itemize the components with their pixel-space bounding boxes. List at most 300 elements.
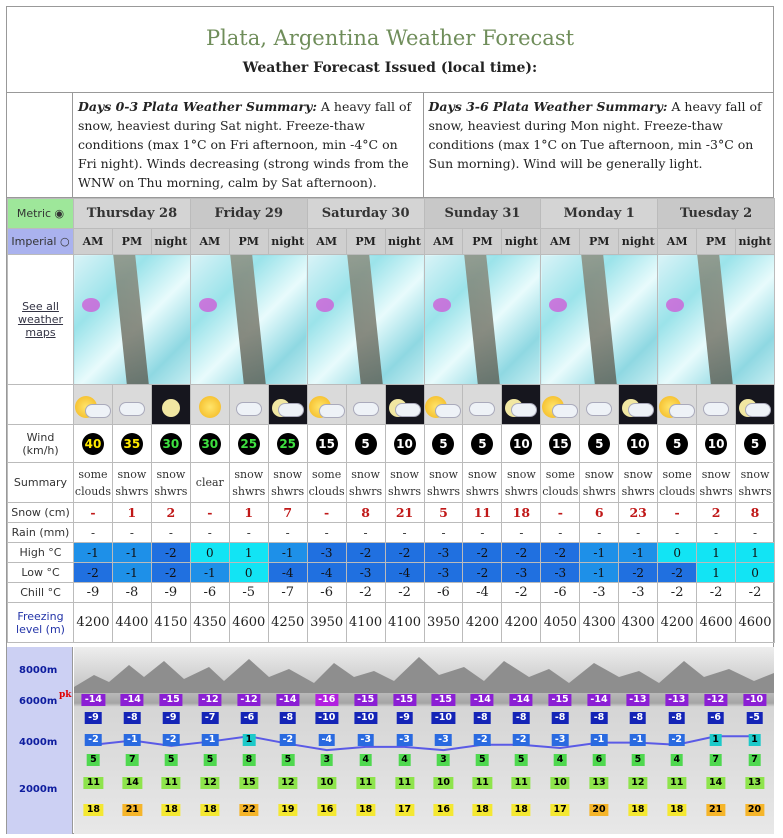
freezing-cell: 4600	[697, 603, 736, 643]
temp-alt4000: -3	[552, 734, 569, 746]
temp-alt4000: 1	[748, 734, 761, 746]
period-header: night	[619, 229, 658, 255]
wind-arrow-icon: 10	[394, 433, 416, 455]
wind-arrow-icon: 35	[121, 433, 143, 455]
period-header: PM	[697, 229, 736, 255]
temp-alt2000: 13	[745, 777, 764, 789]
low-cell: -3	[424, 563, 463, 583]
wind-arrow-icon: 15	[316, 433, 338, 455]
low-cell: -2	[74, 563, 113, 583]
pressure-blob	[666, 298, 684, 312]
temp-alt1000: 21	[706, 804, 725, 816]
snow-cell: 11	[463, 503, 502, 523]
altitude-column	[268, 647, 307, 834]
sun-cloud-icon	[307, 385, 346, 425]
temp-alt3000: 5	[204, 754, 217, 766]
snow-cell: 8	[346, 503, 385, 523]
day-header[interactable]: Tuesday 2	[658, 199, 775, 229]
altitude-column	[580, 647, 619, 834]
temp-alt5000: -8	[591, 712, 608, 724]
rain-cell: -	[268, 523, 307, 543]
snow-cell: -	[190, 503, 229, 523]
low-cell: -4	[385, 563, 424, 583]
period-header: night	[502, 229, 541, 255]
temp-alt2000: 15	[239, 777, 258, 789]
high-cell: -1	[580, 543, 619, 563]
temp-alt6000: -13	[626, 694, 649, 706]
temp-alt2000: 14	[706, 777, 725, 789]
summary-cell: some clouds	[307, 463, 346, 503]
freezing-cell: 4600	[229, 603, 268, 643]
rain-cell: -	[697, 523, 736, 543]
temp-alt4000: -3	[396, 734, 413, 746]
weather-map[interactable]	[658, 255, 775, 385]
temp-alt4000: 1	[709, 734, 722, 746]
summary-cell: snow shwrs	[229, 463, 268, 503]
wind-arrow-icon: 25	[238, 433, 260, 455]
snow-cell: 7	[268, 503, 307, 523]
temp-alt2000: 11	[84, 777, 103, 789]
wind-cell	[502, 425, 541, 463]
chill-cell: -6	[541, 583, 580, 603]
high-cell: -3	[424, 543, 463, 563]
temp-alt4000: -3	[435, 734, 452, 746]
temp-alt6000: -12	[704, 694, 727, 706]
temp-alt6000: -15	[549, 694, 572, 706]
wind-cell	[541, 425, 580, 463]
temp-alt4000: -4	[318, 734, 335, 746]
altitude-column	[541, 647, 580, 834]
altitude-column	[463, 647, 502, 834]
temp-alt1000: 21	[123, 804, 142, 816]
row-label-low: Low °C	[8, 563, 74, 583]
imperial-toggle[interactable]	[8, 229, 74, 255]
temp-alt3000: 4	[398, 754, 411, 766]
wind-cell	[619, 425, 658, 463]
altitude-grid	[74, 647, 774, 834]
wind-cell	[229, 425, 268, 463]
row-label-freezing: Freezing level (m)	[8, 603, 74, 643]
rain-cell: -	[541, 523, 580, 543]
wind-arrow-icon: 5	[432, 433, 454, 455]
low-cell: -1	[112, 563, 151, 583]
weather-map[interactable]	[74, 255, 191, 385]
icon-label	[8, 385, 74, 425]
freezing-cell: 4100	[346, 603, 385, 643]
low-cell: -3	[541, 563, 580, 583]
snow-cell: -	[307, 503, 346, 523]
temp-alt5000: -8	[552, 712, 569, 724]
low-cell: 0	[736, 563, 775, 583]
metric-label: Metric	[16, 207, 52, 220]
altitude-column	[74, 647, 113, 834]
temp-alt3000: 3	[320, 754, 333, 766]
summary-days-3-6: Days 3-6 Plata Weather Summary: A heavy fall of snow, heaviest during Mon night. Freeze-thaw conditions (max 1°C on Tue afternoon, min -3°C on Sun morning). Wind will be generally light.	[428, 99, 762, 171]
period-header: AM	[658, 229, 697, 255]
see-all-weather-maps-link[interactable]: See all weather maps	[17, 300, 64, 339]
temp-alt3000: 5	[87, 754, 100, 766]
rain-cell: -	[112, 523, 151, 543]
rain-cell: -	[190, 523, 229, 543]
high-cell: -2	[463, 543, 502, 563]
temp-alt1000: 17	[395, 804, 414, 816]
summary-cell: snow shwrs	[385, 463, 424, 503]
temp-alt3000: 5	[282, 754, 295, 766]
temp-alt5000: -10	[315, 712, 338, 724]
temp-alt3000: 4	[670, 754, 683, 766]
wind-cell	[112, 425, 151, 463]
altitude-column	[735, 647, 774, 834]
alt-label-6000: 6000m	[19, 696, 58, 707]
chill-cell: -9	[151, 583, 190, 603]
snow-cell: 5	[424, 503, 463, 523]
temp-alt3000: 3	[437, 754, 450, 766]
low-cell: 1	[697, 563, 736, 583]
moon-cloud-icon	[736, 385, 775, 425]
moon-icon	[151, 385, 190, 425]
snow-cell: 23	[619, 503, 658, 523]
period-header: PM	[229, 229, 268, 255]
pressure-blob	[316, 298, 334, 312]
chill-cell: -3	[580, 583, 619, 603]
wind-cell	[74, 425, 113, 463]
snow-cell: -	[74, 503, 113, 523]
wind-arrow-icon: 10	[627, 433, 649, 455]
freezing-cell: 3950	[424, 603, 463, 643]
chill-cell: -9	[74, 583, 113, 603]
wind-arrow-icon: 5	[355, 433, 377, 455]
day-header[interactable]: Monday 1	[541, 199, 658, 229]
chill-cell: -5	[229, 583, 268, 603]
temp-alt2000: 14	[123, 777, 142, 789]
low-cell: -2	[619, 563, 658, 583]
temp-alt1000: 18	[200, 804, 219, 816]
chill-cell: -3	[619, 583, 658, 603]
high-cell: -1	[74, 543, 113, 563]
rain-cell: -	[74, 523, 113, 543]
temp-alt4000: -2	[85, 734, 102, 746]
wind-arrow-icon: 30	[160, 433, 182, 455]
day-header[interactable]: Thursday 28	[74, 199, 191, 229]
wind-arrow-icon: 40	[82, 433, 104, 455]
snow-cell: 2	[151, 503, 190, 523]
weather-map[interactable]	[424, 255, 541, 385]
rain-cell: -	[424, 523, 463, 543]
summary-cell: some clouds	[658, 463, 697, 503]
summary-cell: some clouds	[74, 463, 113, 503]
high-cell: -1	[619, 543, 658, 563]
period-header: AM	[307, 229, 346, 255]
low-cell: -2	[151, 563, 190, 583]
temp-alt2000: 11	[162, 777, 181, 789]
freezing-cell: 4150	[151, 603, 190, 643]
temp-alt2000: 10	[434, 777, 453, 789]
freezing-cell: 4400	[112, 603, 151, 643]
cloud-snow-icon	[229, 385, 268, 425]
row-label-wind: Wind (km/h)	[8, 425, 74, 463]
altitude-column	[385, 647, 424, 834]
chill-cell: -6	[424, 583, 463, 603]
temp-alt2000: 12	[278, 777, 297, 789]
page-title: Plata, Argentina Weather Forecast	[205, 26, 575, 50]
temp-alt6000: -12	[199, 694, 222, 706]
temp-alt6000: -15	[393, 694, 416, 706]
wind-cell	[385, 425, 424, 463]
period-header: night	[385, 229, 424, 255]
temp-alt5000: -8	[280, 712, 297, 724]
wind-cell	[424, 425, 463, 463]
altitude-column	[696, 647, 735, 834]
row-label-high: High °C	[8, 543, 74, 563]
temp-alt6000: -14	[510, 694, 533, 706]
rain-cell: -	[580, 523, 619, 543]
temp-alt4000: -2	[163, 734, 180, 746]
day-header[interactable]: Saturday 30	[307, 199, 424, 229]
low-cell: 0	[229, 563, 268, 583]
chill-cell: -2	[502, 583, 541, 603]
snow-cell: 8	[736, 503, 775, 523]
temp-alt5000: -6	[241, 712, 258, 724]
sun-cloud-icon	[74, 385, 113, 425]
chill-cell: -2	[385, 583, 424, 603]
wind-cell	[463, 425, 502, 463]
wind-cell	[307, 425, 346, 463]
forecast-table	[7, 198, 775, 643]
temp-alt2000: 11	[667, 777, 686, 789]
snow-cell: 21	[385, 503, 424, 523]
temp-alt3000: 5	[165, 754, 178, 766]
weather-map[interactable]	[307, 255, 424, 385]
summary-cell: snow shwrs	[268, 463, 307, 503]
period-header: PM	[463, 229, 502, 255]
sun-cloud-icon	[541, 385, 580, 425]
high-cell: -1	[112, 543, 151, 563]
summary-cell: snow shwrs	[112, 463, 151, 503]
wind-cell	[151, 425, 190, 463]
temp-alt6000: -14	[471, 694, 494, 706]
altitude-column	[230, 647, 269, 834]
snow-cell: 2	[697, 503, 736, 523]
altitude-column	[502, 647, 541, 834]
freezing-cell: 4100	[385, 603, 424, 643]
row-label-chill: Chill °C	[8, 583, 74, 603]
day-header[interactable]: Friday 29	[190, 199, 307, 229]
day-header[interactable]: Sunday 31	[424, 199, 541, 229]
sun-cloud-icon	[424, 385, 463, 425]
high-cell: 0	[658, 543, 697, 563]
summary-row	[7, 93, 773, 198]
temp-alt1000: 16	[434, 804, 453, 816]
temp-alt6000: -14	[121, 694, 144, 706]
summary-cell: snow shwrs	[619, 463, 658, 503]
temp-alt5000: -8	[124, 712, 141, 724]
high-cell: -2	[151, 543, 190, 563]
pressure-blob	[82, 298, 100, 312]
snow-cell: -	[541, 503, 580, 523]
period-header: AM	[424, 229, 463, 255]
temp-alt4000: -1	[591, 734, 608, 746]
chill-cell: -2	[658, 583, 697, 603]
pressure-blob	[549, 298, 567, 312]
freezing-cell: 4250	[268, 603, 307, 643]
altitude-labels	[7, 647, 73, 834]
rain-cell: -	[619, 523, 658, 543]
temp-alt6000: -15	[354, 694, 377, 706]
altitude-column	[307, 647, 346, 834]
freezing-cell: 4350	[190, 603, 229, 643]
temp-alt1000: 19	[278, 804, 297, 816]
radio-unselected-icon[interactable]: ○	[59, 235, 70, 248]
period-header: AM	[541, 229, 580, 255]
rain-cell: -	[736, 523, 775, 543]
altitude-column	[618, 647, 657, 834]
forecast-frame	[6, 6, 774, 834]
altitude-column	[657, 647, 696, 834]
low-cell: -4	[307, 563, 346, 583]
cloud-snow-icon	[463, 385, 502, 425]
low-cell: -1	[580, 563, 619, 583]
altitude-column	[191, 647, 230, 834]
temp-alt5000: -8	[474, 712, 491, 724]
temp-alt2000: 12	[200, 777, 219, 789]
rain-cell: -	[346, 523, 385, 543]
weather-map[interactable]	[541, 255, 658, 385]
temp-alt4000: 1	[243, 734, 256, 746]
low-cell: -2	[463, 563, 502, 583]
temp-alt4000: -1	[124, 734, 141, 746]
wind-cell	[190, 425, 229, 463]
alt-label-4000: 4000m	[19, 737, 58, 748]
row-label-rain: Rain (mm)	[8, 523, 74, 543]
wind-arrow-icon: 30	[199, 433, 221, 455]
temp-alt3000: 6	[593, 754, 606, 766]
temp-alt4000: -3	[357, 734, 374, 746]
altitude-column	[152, 647, 191, 834]
temp-alt1000: 18	[667, 804, 686, 816]
row-label-snow: Snow (cm)	[8, 503, 74, 523]
temp-alt3000: 5	[515, 754, 528, 766]
weather-map[interactable]	[190, 255, 307, 385]
wind-cell	[658, 425, 697, 463]
snow-cell: -	[658, 503, 697, 523]
high-cell: -3	[307, 543, 346, 563]
rain-cell: -	[151, 523, 190, 543]
temp-alt4000: -2	[474, 734, 491, 746]
period-header: AM	[74, 229, 113, 255]
summary-cell: snow shwrs	[502, 463, 541, 503]
temp-alt1000: 17	[550, 804, 569, 816]
temp-alt5000: -9	[163, 712, 180, 724]
snow-cell: 18	[502, 503, 541, 523]
temp-alt3000: 7	[126, 754, 139, 766]
wind-cell	[268, 425, 307, 463]
low-cell: -3	[346, 563, 385, 583]
temp-alt6000: -14	[276, 694, 299, 706]
peak-marker: pk	[59, 690, 72, 700]
wind-cell	[346, 425, 385, 463]
temp-alt4000: -2	[668, 734, 685, 746]
low-cell: -4	[268, 563, 307, 583]
pressure-blob	[433, 298, 451, 312]
low-cell: -3	[502, 563, 541, 583]
temp-alt4000: -1	[630, 734, 647, 746]
temp-alt2000: 11	[356, 777, 375, 789]
chill-cell: -2	[697, 583, 736, 603]
temp-alt3000: 5	[476, 754, 489, 766]
rain-cell: -	[658, 523, 697, 543]
snow-cell: 1	[112, 503, 151, 523]
wind-arrow-icon: 5	[744, 433, 766, 455]
temp-alt6000: -14	[587, 694, 610, 706]
period-header: PM	[580, 229, 619, 255]
snow-cell: 1	[229, 503, 268, 523]
temp-alt2000: 10	[317, 777, 336, 789]
chill-cell: -2	[736, 583, 775, 603]
header	[7, 7, 773, 93]
alt-label-2000: 2000m	[19, 784, 58, 795]
cloud-snow-icon	[346, 385, 385, 425]
pressure-blob	[199, 298, 217, 312]
summary-cell: snow shwrs	[463, 463, 502, 503]
freezing-cell: 4050	[541, 603, 580, 643]
temp-alt5000: -8	[630, 712, 647, 724]
high-cell: -2	[502, 543, 541, 563]
chill-cell: -6	[307, 583, 346, 603]
freezing-cell: 4200	[463, 603, 502, 643]
temp-alt1000: 18	[512, 804, 531, 816]
temp-alt5000: -9	[396, 712, 413, 724]
high-cell: -2	[385, 543, 424, 563]
period-header: AM	[190, 229, 229, 255]
freezing-cell: 4200	[74, 603, 113, 643]
period-header: night	[268, 229, 307, 255]
rain-cell: -	[502, 523, 541, 543]
temp-alt5000: -8	[668, 712, 685, 724]
metric-toggle[interactable]	[8, 199, 74, 229]
period-header: PM	[112, 229, 151, 255]
altitude-chart	[7, 647, 774, 834]
row-label-summary: Summary	[8, 463, 74, 503]
temp-alt4000: -1	[202, 734, 219, 746]
temp-alt4000: -2	[280, 734, 297, 746]
temp-alt2000: 10	[550, 777, 569, 789]
chill-cell: -4	[463, 583, 502, 603]
temp-alt1000: 16	[317, 804, 336, 816]
temp-alt3000: 4	[554, 754, 567, 766]
temp-alt5000: -8	[513, 712, 530, 724]
temp-alt2000: 11	[512, 777, 531, 789]
cloud-snow-icon	[697, 385, 736, 425]
rain-cell: -	[307, 523, 346, 543]
wind-arrow-icon: 5	[471, 433, 493, 455]
temp-alt4000: -2	[513, 734, 530, 746]
radio-selected-icon[interactable]: ◉	[54, 207, 65, 220]
temp-alt6000: -16	[315, 694, 338, 706]
temp-alt5000: -7	[202, 712, 219, 724]
summary-cell: snow shwrs	[697, 463, 736, 503]
temp-alt3000: 8	[243, 754, 256, 766]
temp-alt1000: 20	[745, 804, 764, 816]
summary-cell: snow shwrs	[736, 463, 775, 503]
temp-alt1000: 18	[162, 804, 181, 816]
temp-alt5000: -6	[707, 712, 724, 724]
temp-alt5000: -10	[432, 712, 455, 724]
temp-alt5000: -5	[746, 712, 763, 724]
temp-alt1000: 18	[628, 804, 647, 816]
temp-alt2000: 13	[589, 777, 608, 789]
temp-alt1000: 18	[356, 804, 375, 816]
summary-cell: snow shwrs	[424, 463, 463, 503]
